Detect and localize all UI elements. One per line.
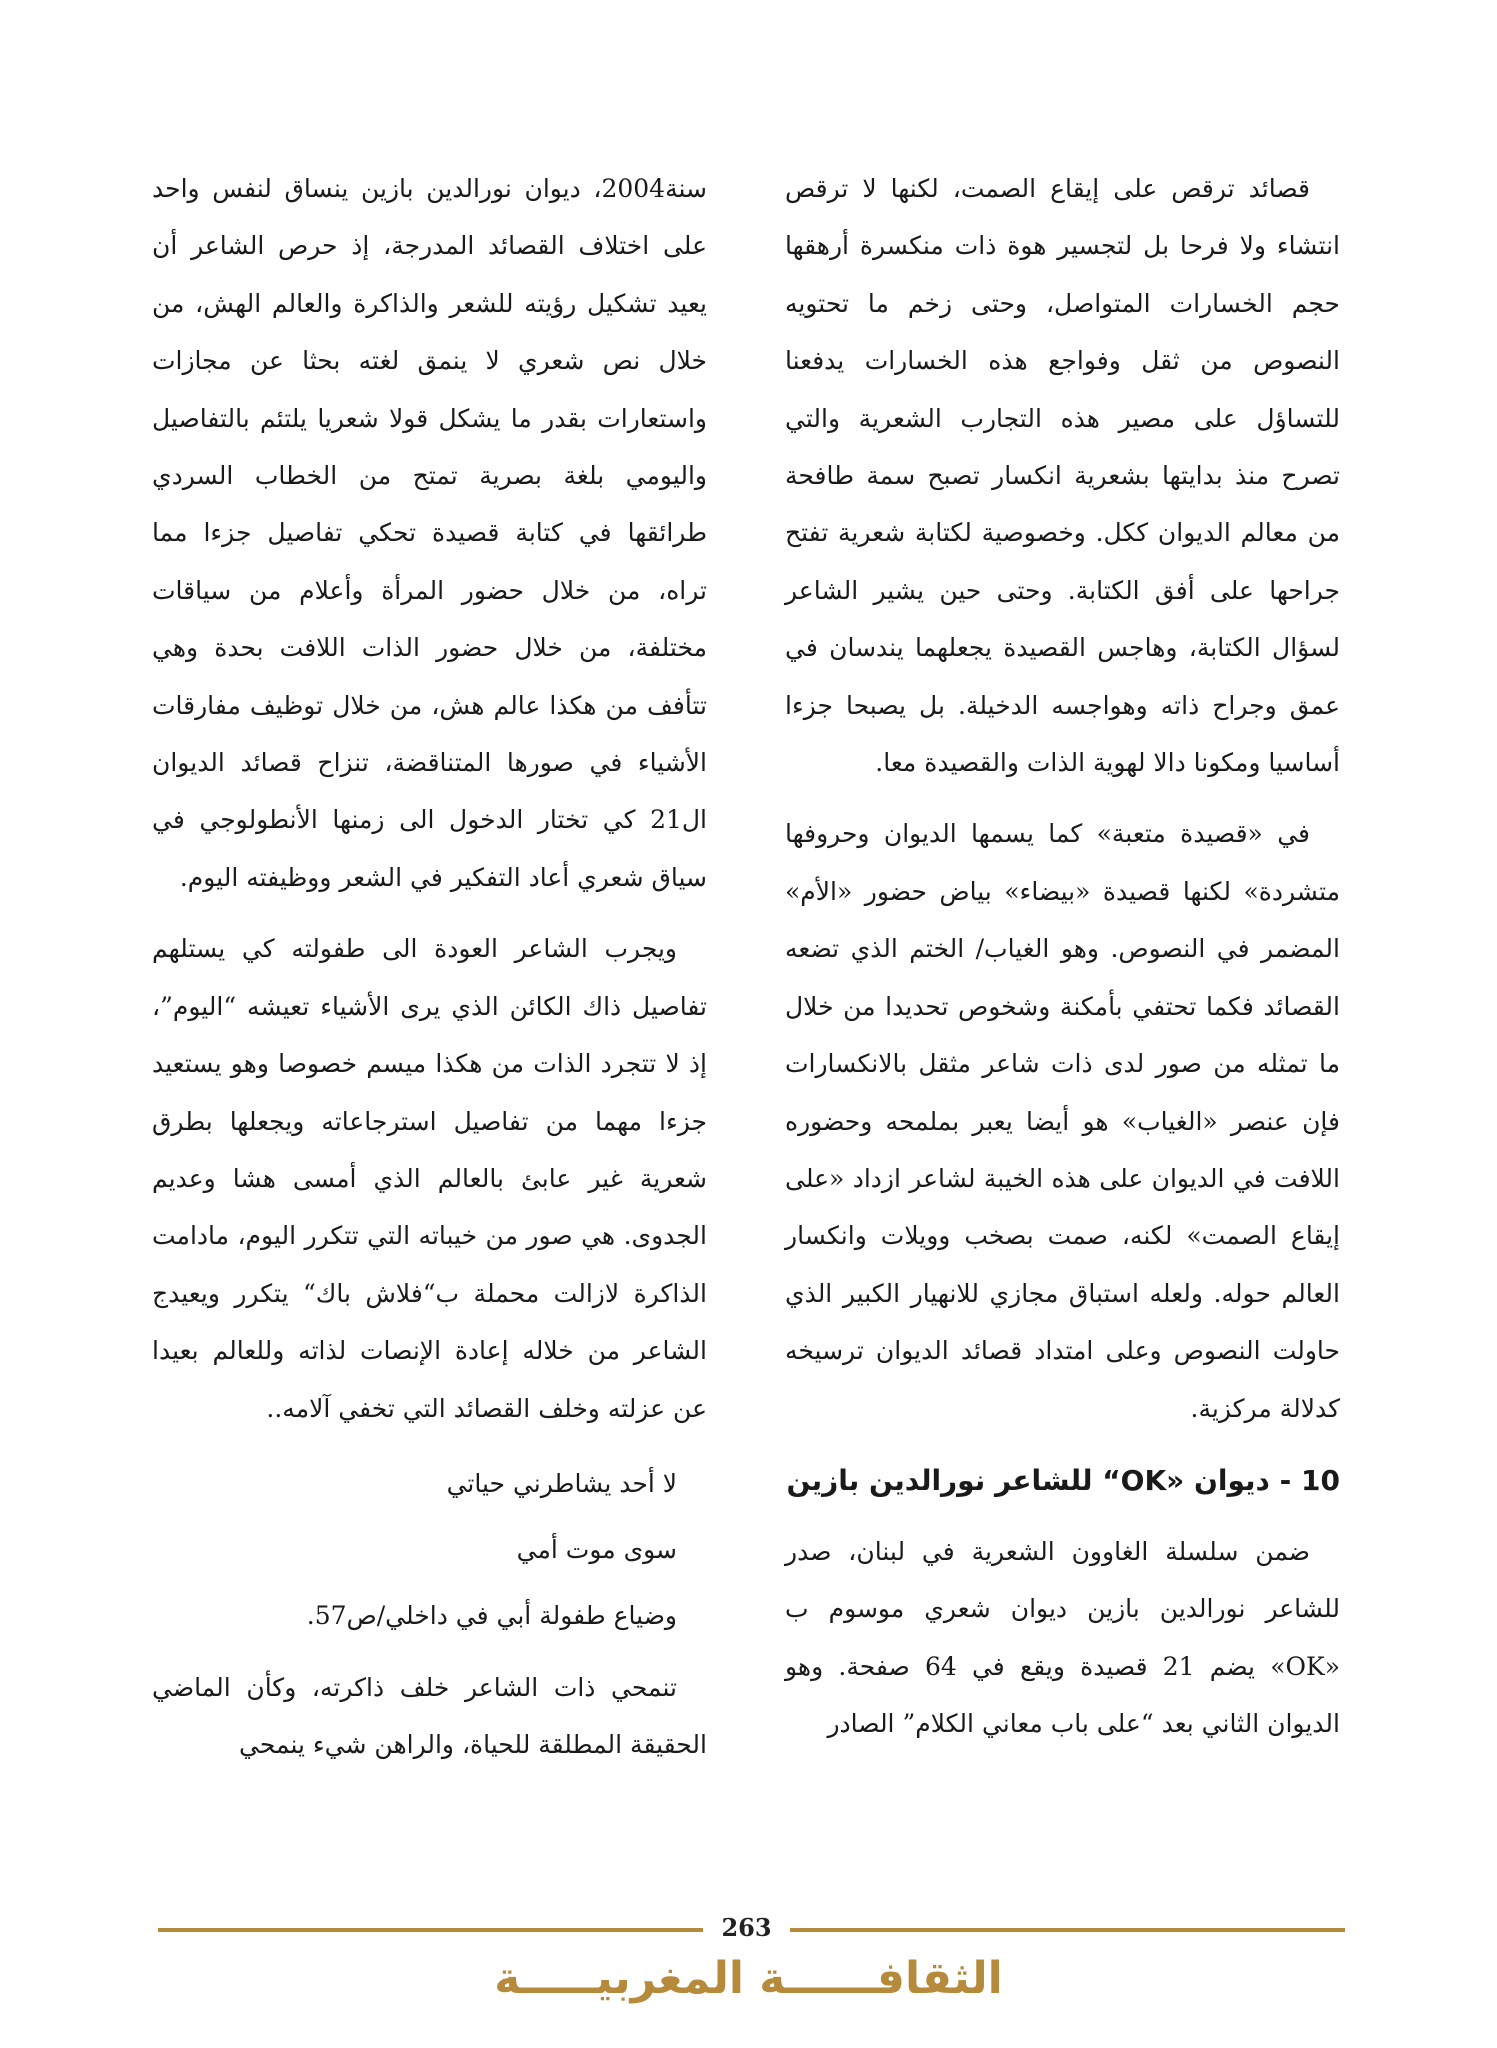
right-text-column: [785, 160, 1340, 1767]
right-paragraph-3: ضمن سلسلة الغاوون الشعرية في لبنان، صدر للشاعر نورالدين بازين ديوان شعري موسوم ب «OK» يضم 21 قصيدة ويقع في 64 صفحة. وهو الديوان الثاني بعد “على باب معاني الكلام” الصادر: [785, 1536, 1340, 1739]
poem-line-2: سوى موت أمي: [516, 1534, 677, 1564]
footer-rule-left: [158, 1928, 703, 1932]
page-number: 263: [721, 1913, 772, 1942]
right-paragraph-2: في «قصيدة متعبة» كما يسمها الديوان وحروفها متشردة» لكنها قصيدة «بيضاء» بياض حضور «الأم» المضمر في النصوص. وهو الغياب/ الختم الذي تضعه القصائد فكما تحتفي بأمكنة وشخوص تحديدا من خلال ما تمثله من صور لدى ذات شاعر مثقل بالانكسارات فإن عنصر «الغياب» هو أيضا يعبر بملمحه وحضوره اللافت في الديوان على هذه الخيبة لشاعر ازداد «على إيقاع الصمت» لكنه، صمت بصخب وويلات وانكسار العالم حوله. ولعله استباق مجازي للانهيار الكبير الذي حاولت النصوص وعلى امتداد قصائد الديوان ترسيخه كدلالة مركزية.: [785, 819, 1340, 1423]
footer-rule-right: [790, 1928, 1345, 1932]
poem-line-1: لا أحد يشاطرني حياتي: [446, 1468, 677, 1498]
left-paragraph-1: سنة2004، ديوان نورالدين بازين ينساق لنفس واحد على اختلاف القصائد المدرجة، إذ حرص الشاعر أن يعيد تشكيل رؤيته للشعر والذاكرة والعالم الهش، من خلال نص شعري لا ينمق لغته بحثا عن مجازات واستعارات بقدر ما يشكل قولا شعريا يلتئم بالتفاصيل واليومي بلغة بصرية تمتح من الخطاب السردي طرائقها في كتابة قصيدة تحكي تفاصيل جزءا مما تراه، من خلال حضور المرأة وأعلام من سياقات مختلفة، من خلال حضور الذات اللافت بحدة وهي تتأفف من هكذا عالم هش، من خلال توظيف مفارقات الأشياء في صورها المتناقضة، تنزاح قصائد الديوان ال21 كي تختار الدخول الى زمنها الأنطولوجي في سياق شعري أعاد التفكير في الشعر ووظيفته اليوم.: [152, 174, 707, 892]
left-paragraph-2: ويجرب الشاعر العودة الى طفولته كي يستلهم تفاصيل ذاك الكائن الذي يرى الأشياء تعيشه “اليوم”، إذ لا تتجرد الذات من هكذا ميسم خصوصا وهو يستعيد جزءا مهما من تفاصيل استرجاعاته ويجعلها بطرق شعرية غير عابئ بالعالم الذي أمسى هشا وعديم الجدوى. هي صور من خيباته التي تتكرر اليوم، مادامت الذاكرة لازالت محملة ب“فلاش باك“ يتكرر ويعيدج الشاعر من خلاله إعادة الإنصات لذاته وللعالم بعيدا عن عزلته وخلف القصائد التي تخفي آلامه..: [152, 934, 707, 1423]
right-paragraph-1: قصائد ترقص على إيقاع الصمت، لكنها لا ترقص انتشاء ولا فرحا بل لتجسير هوة ذات منكسرة أرهقها حجم الخسارات المتواصل، وحتى زخم ما تحتويه النصوص من ثقل وفواجع هذه الخسارات يدفعنا للتساؤل على مصير هذه التجارب الشعرية والتي تصرح منذ بدايتها بشعرية انكسار تصبح سمة طافحة من معالم الديوان ككل. وخصوصية لكتابة شعرية تفتح جراحها على أفق الكتابة. وحتى حين يشير الشاعر لسؤال الكتابة، وهاجس القصيدة يجعلهما يندسان في عمق وجراح ذاته وهواجسه الدخيلة. بل يصبحا جزءا أساسيا ومكونا دالا لهوية الذات والقصيدة معا.: [785, 174, 1340, 778]
left-paragraph-3: تنمحي ذات الشاعر خلف ذاكرته، وكأن الماضي الحقيقة المطلقة للحياة، والراهن شيء ينمحي: [152, 1672, 707, 1760]
poem-line-3: وضياع طفولة أبي في داخلي/ص57.: [306, 1600, 677, 1630]
poem-quote: [152, 1451, 707, 1649]
section-heading: 10 - ديوان «OK“ للشاعر نورالدين بازين: [786, 1463, 1340, 1497]
magazine-title-logo: الثقافــــــة المغربيـــــة: [494, 1953, 1003, 2004]
left-text-column: [152, 160, 707, 1788]
